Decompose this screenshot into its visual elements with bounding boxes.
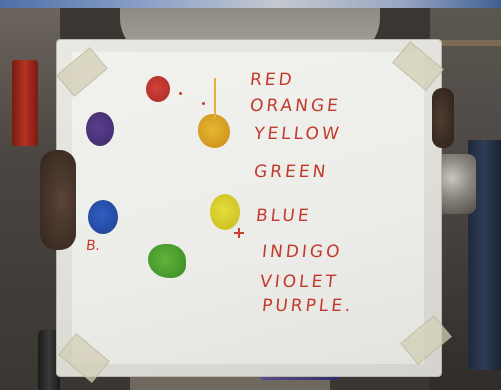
plus-mark (238, 228, 240, 238)
left-hand (40, 150, 76, 250)
dot-mark (179, 92, 182, 95)
shelf (432, 40, 501, 46)
red-jar (12, 60, 38, 146)
green-paint-blob (148, 244, 186, 278)
blue-paint-blob (88, 200, 118, 234)
label-green: GREEN (252, 162, 330, 182)
label-blue: BLUE (254, 206, 313, 226)
label-orange: ORANGE (248, 96, 342, 116)
label-violet: VIOLET (258, 272, 340, 292)
label-red: RED (248, 70, 296, 90)
label-b-mark: B. (85, 238, 101, 254)
red-paint-blob (146, 76, 170, 102)
right-hand (432, 88, 454, 148)
label-indigo: INDIGO (260, 242, 344, 262)
orange-stem-mark (214, 78, 216, 118)
orange-paint-blob (198, 114, 230, 148)
dot-mark (202, 102, 205, 105)
paper-sheet (72, 52, 424, 364)
yellow-paint-blob (210, 194, 240, 230)
purple-paint-blob (86, 112, 114, 146)
label-yellow: YELLOW (252, 124, 343, 144)
top-strip (0, 0, 501, 8)
label-purple: PURPLE. (260, 296, 355, 316)
